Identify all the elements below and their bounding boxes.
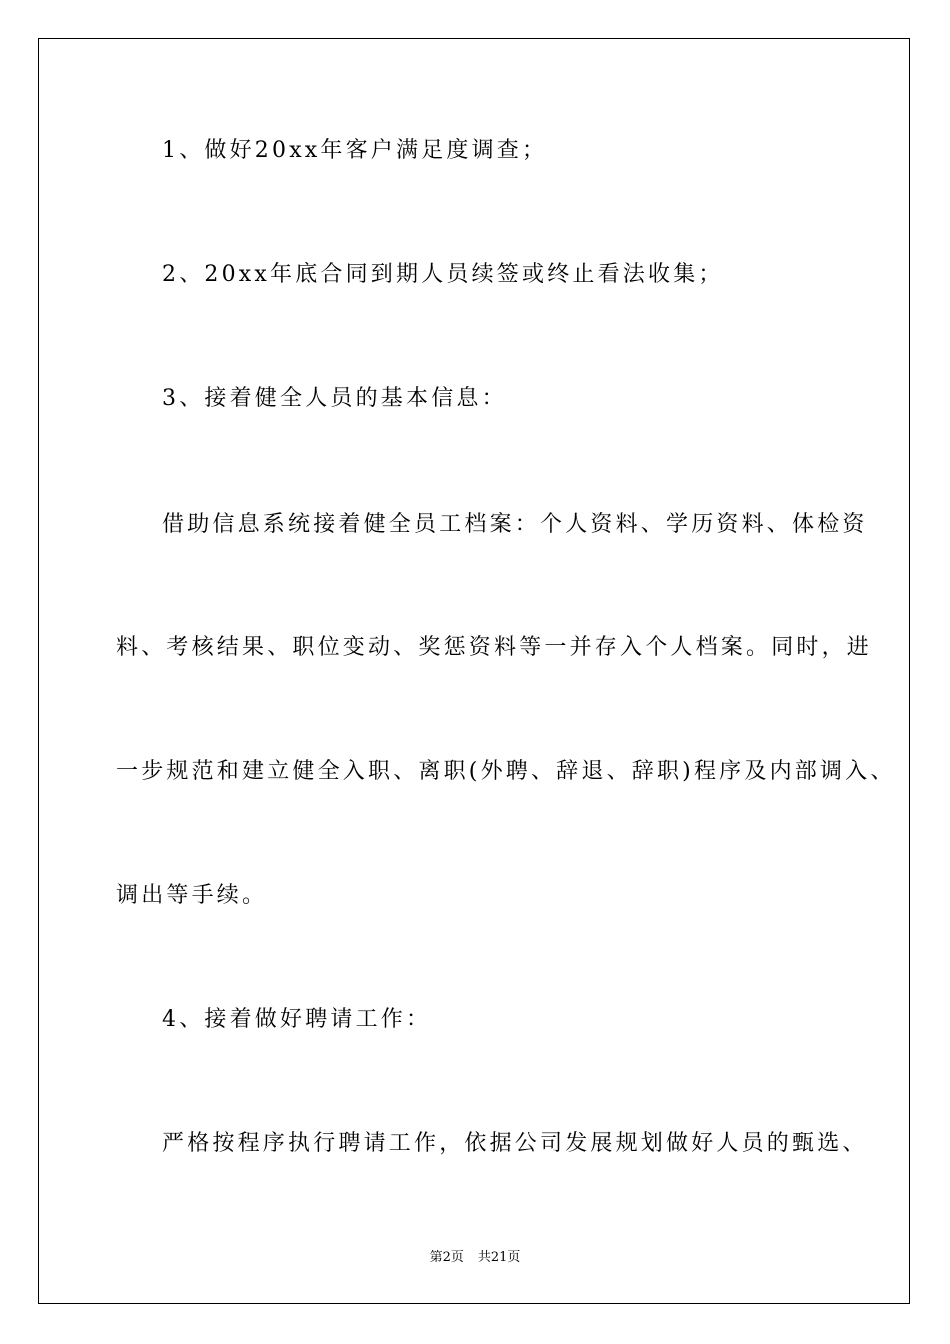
paragraph-archive-line-3: 一步规范和建立健全入职、离职(外聘、辞退、辞职)程序及内部调入、 xyxy=(116,759,896,784)
paragraph-archive-line-1: 借助信息系统接着健全员工档案：个人资料、学历资料、体检资 xyxy=(162,512,868,537)
paragraph-archive-line-4: 调出等手续。 xyxy=(116,883,268,908)
paragraph-item-1: 1、做好20xx年客户满足度调查； xyxy=(162,138,548,163)
page-footer xyxy=(0,1249,950,1267)
page-total: 共21页 xyxy=(477,1250,521,1265)
paragraph-item-2: 2、20xx年底合同到期人员续签或终止看法收集； xyxy=(162,262,724,287)
paragraph-archive-line-2: 料、考核结果、职位变动、奖惩资料等一并存入个人档案。同时，进 xyxy=(116,635,873,660)
paragraph-recruit-line-1: 严格按程序执行聘请工作，依据公司发展规划做好人员的甄选、 xyxy=(162,1131,868,1156)
paragraph-item-3: 3、接着健全人员的基本信息： xyxy=(162,386,507,411)
page-number: 第2页 xyxy=(429,1250,464,1265)
page-border xyxy=(38,38,910,1304)
paragraph-item-4: 4、接着做好聘请工作： xyxy=(162,1007,432,1032)
